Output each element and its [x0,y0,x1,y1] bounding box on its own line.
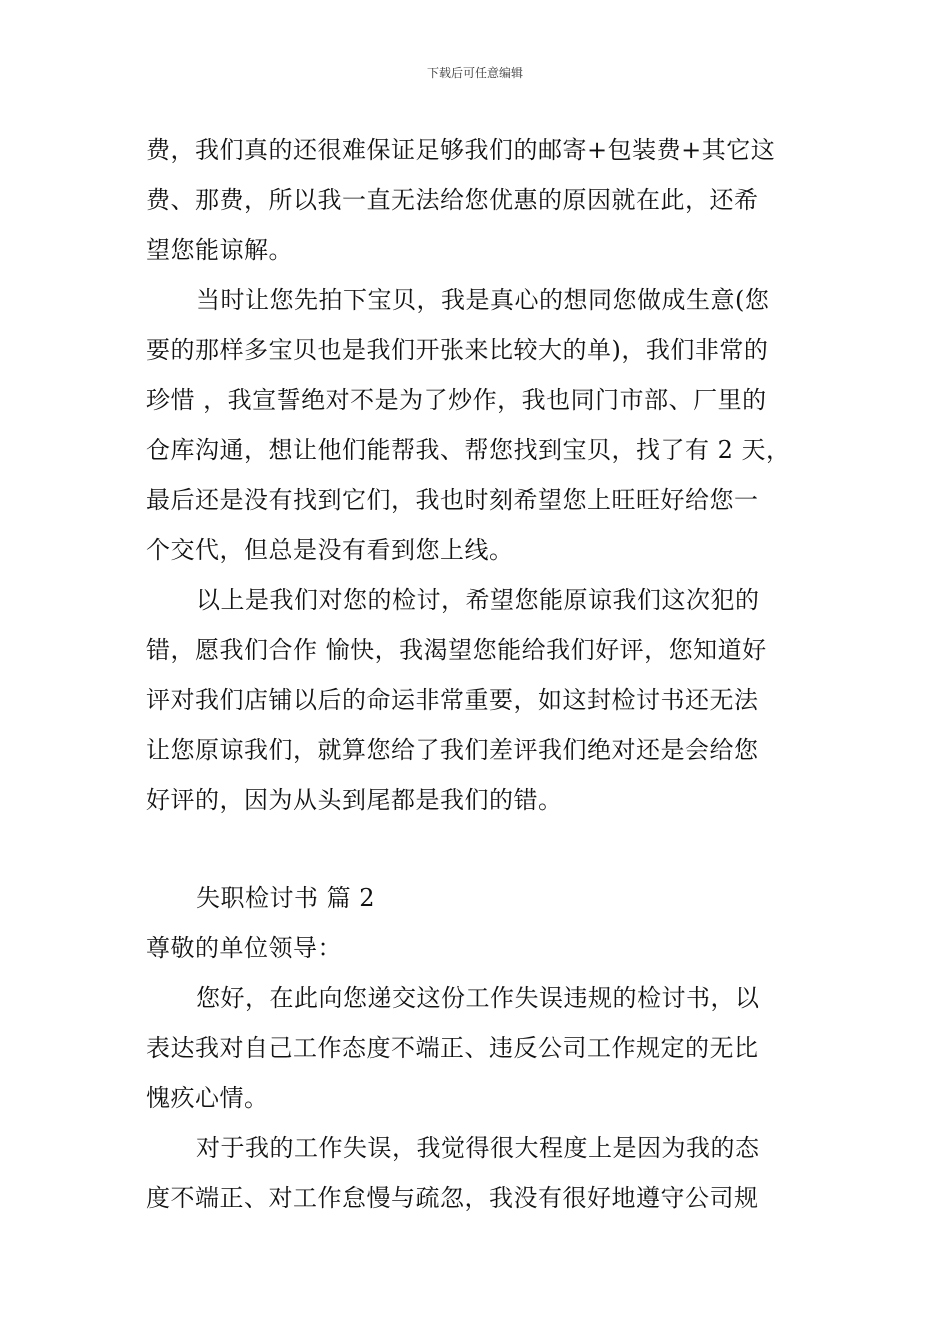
text-line: 愧疚心情。 [146,1084,269,1112]
paragraph-start-line: 您好，在此向您递交这份工作失误违规的检讨书，以 [196,984,760,1012]
salutation: 尊敬的单位领导： [146,934,342,962]
paragraph-start-line: 以上是我们对您的检讨，希望您能原谅我们这次犯的 [196,586,760,614]
text-line: 珍惜 ，我宣誓绝对不是为了炒作，我也同门市部、厂里的 [146,386,767,414]
text-line: 费、那费，所以我一直无法给您优惠的原因就在此，还希 [146,186,759,214]
text-line: 表达我对自己工作态度不端正、违反公司工作规定的无比 [146,1034,759,1062]
text-line: 评对我们店铺以后的命运非常重要，如这封检讨书还无法 [146,686,759,714]
text-line: 好评的，因为从头到尾都是我们的错。 [146,786,563,814]
text-line: 错，愿我们合作 愉快，我渴望您能给我们好评，您知道好 [146,636,767,664]
paragraph-start-line: 对于我的工作失误，我觉得很大程度上是因为我的态 [196,1134,760,1162]
text-line: 费，我们真的还很难保证足够我们的邮寄+包装费+其它这 [146,136,776,164]
text-line: 仓库沟通，想让他们能帮我、帮您找到宝贝，找了有 2 天， [146,436,791,464]
text-line: 个交代，但总是没有看到您上线。 [146,536,514,564]
text-line: 望您能谅解。 [146,236,293,264]
section-title: 失职检讨书 篇 2 [196,884,376,912]
text-line: 要的那样多宝贝也是我们开张来比较大的单)，我们非常的 [146,336,769,364]
text-line: 最后还是没有找到它们，我也时刻希望您上旺旺好给您一 [146,486,759,514]
page-header: 下载后可任意编辑 [426,66,523,80]
text-line: 让您原谅我们，就算您给了我们差评我们绝对还是会给您 [146,736,759,764]
text-line: 度不端正、对工作怠慢与疏忽，我没有很好地遵守公司规 [146,1184,759,1212]
paragraph-start-line: 当时让您先拍下宝贝，我是真心的想同您做成生意(您 [196,286,770,314]
